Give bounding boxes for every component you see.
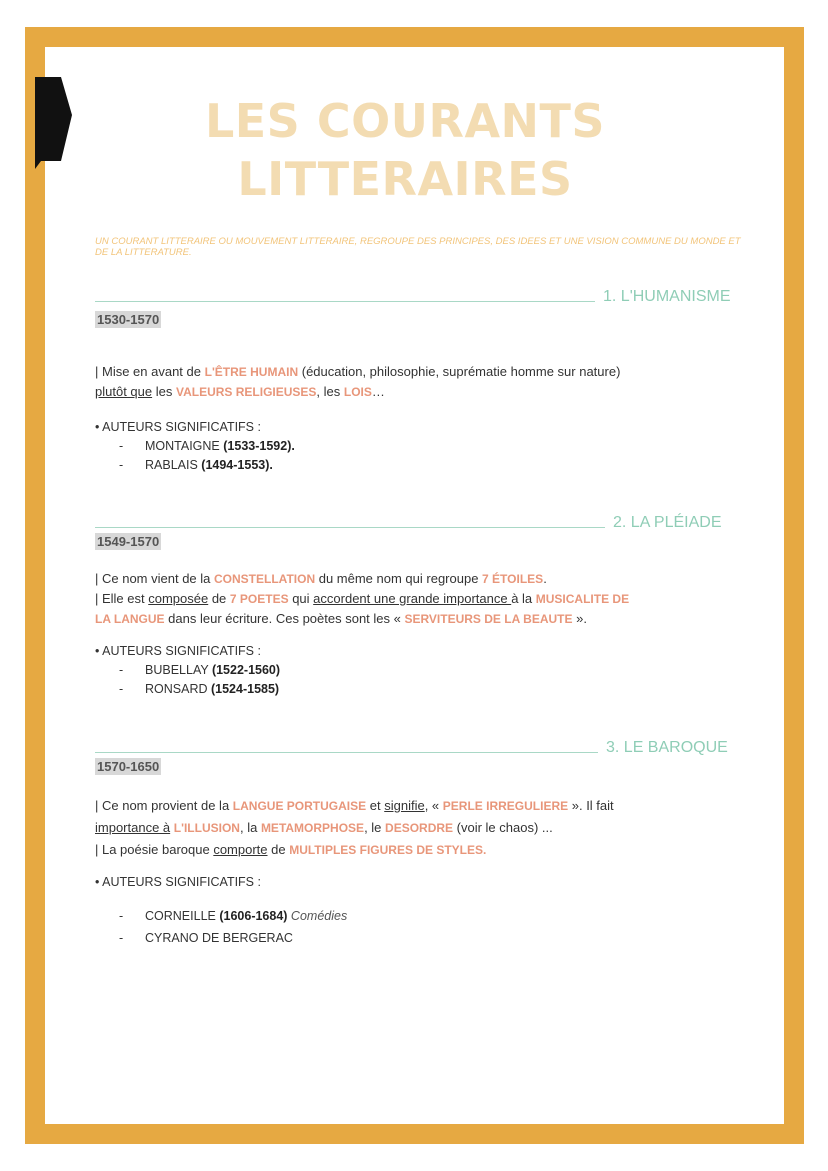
text: | Mise en avant de [95,364,205,379]
highlight: 7 ÉTOILES [482,572,544,586]
dash: - [119,931,124,945]
author-name: MONTAIGNE [145,439,224,453]
section-dates: 1549-1570 [97,534,160,549]
text: de [208,591,230,606]
text: ». Il fait [568,798,614,813]
author-name: BUBELLAY [145,663,212,677]
highlight: PERLE IRREGULIERE [442,799,569,813]
author-item [119,909,347,923]
section-heading-pleiade [95,510,722,532]
highlight: SERVITEURS DE LA BEAUTE [404,612,573,626]
underlined-text: accordent une grande importance [313,591,512,606]
highlight: LA LANGUE [95,612,165,626]
highlight: MULTIPLES FIGURES DE STYLES. [289,843,487,857]
author-name: RABLAIS [145,458,202,472]
text: , le [364,820,386,835]
author-dates: (1533-1592). [223,439,295,453]
highlight: 7 POETES [229,592,289,606]
section-rule [95,527,605,528]
text: | Elle est [95,591,149,606]
text: qui [288,591,314,606]
section-paragraph [95,569,725,629]
section-heading-humanisme [95,284,731,306]
text: , « [424,798,443,813]
section-title: 3. LE BAROQUE [606,739,728,756]
highlight: LOIS [343,385,372,399]
section-paragraph [95,362,725,402]
document-title: LES COURANTS LITTERAIRES [204,94,606,206]
highlight: METAMORPHOSE [260,821,365,835]
text: . [543,571,547,586]
underlined-text: plutôt que [95,384,153,399]
dash: - [119,439,124,453]
intro-text: UN COURANT LITTERAIRE OU MOUVEMENT LITTERAIRE, REGROUPE DES PRINCIPES, DES IDEES ET UNE VISION COMMUNE DU MONDE ET DE LA LITTERATURE. [95,236,741,258]
text: | Ce nom provient de la [95,798,233,813]
highlight: LANGUE PORTUGAISE [232,799,367,813]
dash: - [119,909,124,923]
underlined-text: comporte [213,842,268,857]
text: du même nom qui regroupe [315,571,483,586]
dash: - [119,458,124,472]
text: … [371,384,385,399]
dash: - [119,682,124,696]
highlight: L'ILLUSION [173,821,240,835]
author-name: CORNEILLE [145,909,220,923]
text: , la [239,820,261,835]
author-dates: (1494-1553). [201,458,273,472]
text: dans leur écriture. Ces poètes sont les « [164,611,405,626]
section-rule [95,752,598,753]
text: et [366,798,385,813]
highlight: DESORDRE [385,821,454,835]
section-paragraph [95,795,725,861]
author-item [119,663,280,677]
author-dates: (1606-1684) [219,909,288,923]
author-name: RONSARD [145,682,211,696]
text: de [267,842,290,857]
section-title: 1. L'HUMANISME [603,288,731,305]
author-item [119,931,293,945]
text: (éducation, philosophie, suprématie homme sur nature) [298,364,621,379]
text: | Ce nom vient de la [95,571,214,586]
highlight: VALEURS RELIGIEUSES [175,385,317,399]
author-item [119,458,273,472]
section-heading-baroque [95,735,728,757]
text: ». [572,611,587,626]
underlined-text: signifie [384,798,425,813]
authors-label: • AUTEURS SIGNIFICATIFS : [95,644,261,658]
underlined-text: composée [148,591,209,606]
text: , les [316,384,344,399]
highlight: CONSTELLATION [214,572,316,586]
text: à la [511,591,536,606]
author-name: CYRANO DE BERGERAC [145,931,293,945]
highlight: L'ÊTRE HUMAIN [204,365,299,379]
author-note: Comédies [287,909,348,923]
author-item [119,439,295,453]
authors-label: • AUTEURS SIGNIFICATIFS : [95,420,261,434]
dash: - [119,663,124,677]
bookmark-icon [35,77,72,169]
highlight: MUSICALITE DE [535,592,630,606]
author-dates: (1524-1585) [210,682,280,696]
section-dates: 1530-1570 [97,312,160,327]
section-dates: 1570-1650 [97,759,160,774]
text: | La poésie baroque [95,842,214,857]
section-rule [95,301,595,302]
author-item [119,682,279,696]
text: (voir le chaos) ... [453,820,553,835]
authors-label: • AUTEURS SIGNIFICATIFS : [95,875,261,889]
underlined-text: importance à [95,820,171,835]
section-title: 2. LA PLÉIADE [613,514,722,531]
author-dates: (1522-1560) [211,663,281,677]
text: les [152,384,176,399]
